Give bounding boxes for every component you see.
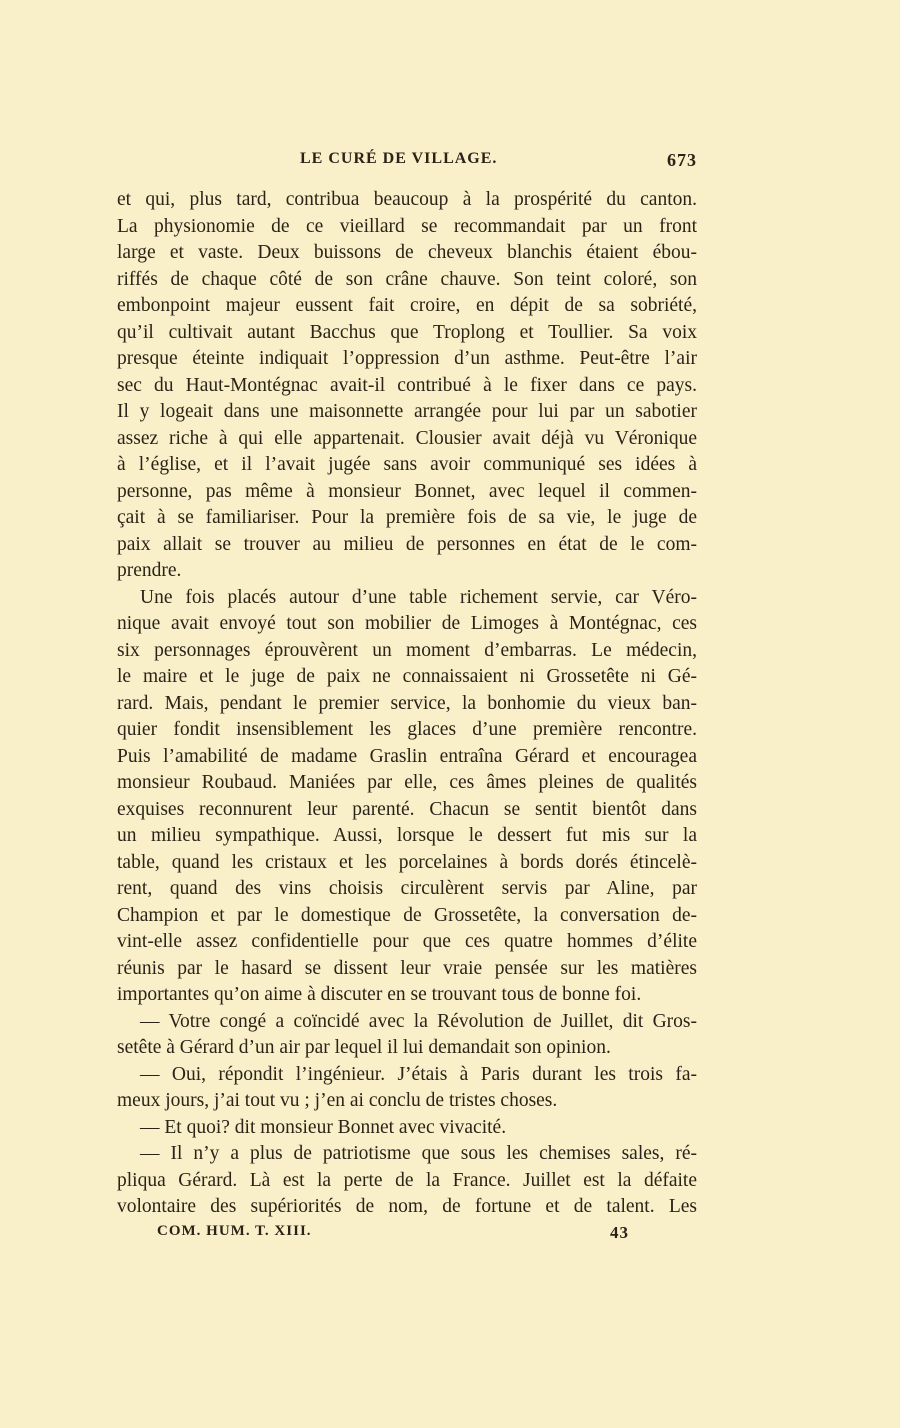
- text-line: le maire et le juge de paix ne connaissaient ni Grossetête ni Gé-: [117, 666, 697, 687]
- sheet-number: 43: [610, 1223, 629, 1242]
- text-line: Champion et par le domestique de Grossetête, la conversation de-: [117, 904, 697, 926]
- text-line: Puis l’amabilité de madame Graslin entraîna Gérard et encouragea: [117, 745, 697, 767]
- text-line: assez riche à qui elle appartenait. Clousier avait déjà vu Véronique: [117, 427, 697, 449]
- text-line: — Votre congé a coïncidé avec la Révolution de Juillet, dit Gros-: [140, 1010, 697, 1032]
- text-line: à l’église, et il l’avait jugée sans avoir communiqué ses idées à: [117, 454, 697, 475]
- text-line: quier fondit insensiblement les glaces d’une première rencontre.: [117, 719, 697, 740]
- signature-mark: COM. HUM. T. XIII.: [157, 1223, 312, 1239]
- text-line: sec du Haut-Montégnac avait-il contribué à le fixer dans ce pays.: [117, 374, 697, 396]
- text-line: — Il n’y a plus de patriotisme que sous les chemises sales, ré-: [140, 1143, 697, 1164]
- text-line: six personnages éprouvèrent un moment d’embarras. Le médecin,: [117, 639, 697, 661]
- text-line: importantes qu’on aime à discuter en se trouvant tous de bonne foi.: [117, 984, 642, 1005]
- text-line: — Et quoi? dit monsieur Bonnet avec vivacité.: [140, 1116, 507, 1138]
- text-line: Une fois placés autour d’une table richement servie, car Véro-: [140, 586, 697, 608]
- running-header: [117, 150, 697, 176]
- text-line: réunis par le hasard se dissent leur vraie pensée sur les matières: [117, 957, 697, 979]
- text-line: çait à se familiariser. Pour la première fois de sa vie, le juge de: [117, 507, 697, 528]
- text-line: exquises reconnurent leur parenté. Chacun se sentit bientôt dans: [117, 798, 697, 820]
- text-line: La physionomie de ce vieillard se recommandait par un front: [117, 215, 697, 237]
- text-line: personne, pas même à monsieur Bonnet, avec lequel il commen-: [117, 480, 697, 502]
- text-line: presque éteinte indiquait l’oppression d’un asthme. Peut-être l’air: [117, 348, 697, 369]
- text-line: embonpoint majeur eussent fait croire, en dépit de sa sobriété,: [117, 295, 697, 316]
- text-line: large et vaste. Deux buissons de cheveux blanchis étaient ébou-: [117, 242, 697, 263]
- text-line: un milieu sympathique. Aussi, lorsque le dessert fut mis sur la: [117, 825, 697, 846]
- text-line: vint-elle assez confidentielle pour que ces quatre hommes d’élite: [117, 931, 697, 952]
- text-line: riffés de chaque côté de son crâne chauve. Son teint coloré, son: [117, 268, 697, 290]
- text-line: rent, quand des vins choisis circulèrent servis par Aline, par: [117, 878, 697, 899]
- page-number: 673: [667, 150, 697, 170]
- text-line: setête à Gérard d’un air par lequel il lui demandait son opinion.: [117, 1037, 611, 1058]
- text-line: et qui, plus tard, contribua beaucoup à la prospérité du canton.: [117, 189, 697, 210]
- text-line: prendre.: [117, 560, 182, 581]
- text-line: pliqua Gérard. Là est la perte de la France. Juillet est la défaite: [117, 1169, 697, 1191]
- body-text: [117, 187, 697, 1221]
- running-title: LE CURÉ DE VILLAGE.: [300, 150, 498, 167]
- text-line: nique avait envoyé tout son mobilier de Limoges à Montégnac, ces: [117, 613, 697, 634]
- text-line: monsieur Roubaud. Maniées par elle, ces âmes pleines de qualités: [117, 772, 697, 793]
- text-line: meux jours, j’ai tout vu ; j’en ai conclu de tristes choses.: [117, 1090, 558, 1111]
- text-line: paix allait se trouver au milieu de personnes en état de le com-: [117, 533, 697, 555]
- text-line: table, quand les cristaux et les porcelaines à bords dorés étincelè-: [117, 851, 697, 873]
- text-line: rard. Mais, pendant le premier service, la bonhomie du vieux ban-: [117, 692, 697, 714]
- text-line: — Oui, répondit l’ingénieur. J’étais à Paris durant les trois fa-: [140, 1063, 697, 1085]
- text-line: Il y logeait dans une maisonnette arrangée pour lui par un sabotier: [117, 401, 697, 422]
- text-line: qu’il cultivait autant Bacchus que Troplong et Toullier. Sa voix: [117, 321, 697, 343]
- text-line: volontaire des supériorités de nom, de fortune et de talent. Les: [117, 1196, 697, 1217]
